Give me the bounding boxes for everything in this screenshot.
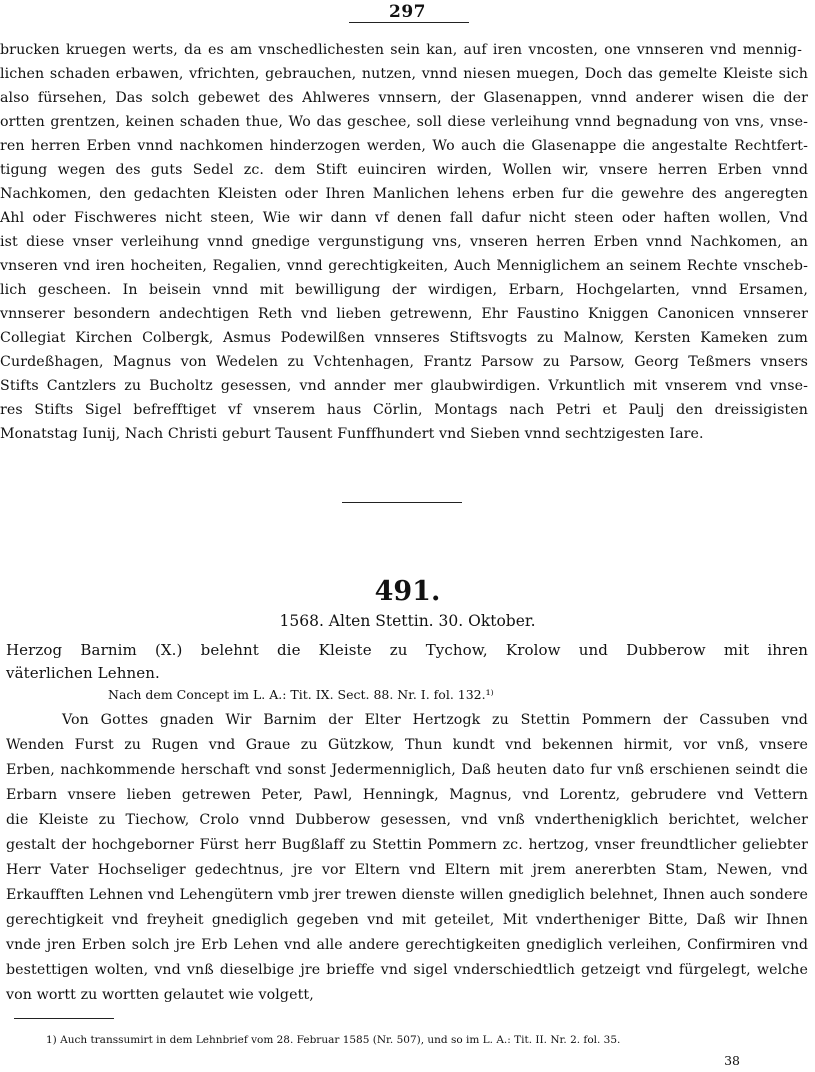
text-line: lich gescheen. In beisein vnnd mit bewilligung der wirdigen, Erbarn, Hochgelarten, vnnd Ersamen, <box>0 282 808 298</box>
text-line: vnseren vnd iren hocheiten, Regalien, vnnd gerechtigkeiten, Auch Menniglichem an seinem Rechte vnscheb- <box>0 258 808 274</box>
source-note: Nach dem Concept im L. A.: Tit. IX. Sect. 88. Nr. I. fol. 132.¹⁾ <box>108 687 494 702</box>
body-line: von wortt zu wortten gelautet wie volgett, <box>6 987 314 1003</box>
text-line: Nachkomen, den gedachten Kleisten oder Ihren Manlichen lehens erben fur die gewehre des angeregten <box>0 186 808 202</box>
text-line: Curdeßhagen, Magnus von Wedelen zu Vchtenhagen, Frantz Parsow zu Parsow, Georg Teßmers vnsers <box>0 354 808 370</box>
text-line: ortten grentzen, keinen schaden thue, Wo das geschee, soll diese verleihung vnnd begnadung von vns, vnse- <box>0 114 808 130</box>
body-line: Von Gottes gnaden Wir Barnim der Elter Hertzogk zu Stettin Pommern der Cassuben vnd <box>62 712 808 728</box>
text-line: Stifts Cantzlers zu Bucholtz gesessen, vnd annder mer glaubwirdigen. Vrkuntlich mit vnserem vnd vnse- <box>0 378 808 394</box>
section-divider <box>342 502 462 503</box>
text-line: Monatstag Iunij, Nach Christi geburt Tausent Funffhundert vnd Sieben vnnd sechtzigesten Iare. <box>0 426 704 442</box>
body-line: Wenden Furst zu Rugen vnd Graue zu Gützkow, Thun kundt vnd bekennen hirmit, vor vnß, vnsere <box>6 737 808 753</box>
body-line: gerechtigkeit vnd freyheit gnediglich gegeben vnd mit geteilet, Mit vndertheniger Bitte, Daß wir Ihnen <box>6 912 808 928</box>
body-line: Erben, nachkommende herschaft vnd sonst Jedermenniglich, Daß heuten dato fur vnß erschienen seindt die <box>6 762 808 778</box>
document-number: 491. <box>374 576 441 607</box>
body-line: bestettigen wolten, vnd vnß dieselbige jre brieffe vnd sigel vnderschiedtlich getzeigt vnd fürgelegt, welche <box>6 962 808 978</box>
signature-mark: 38 <box>724 1053 740 1068</box>
text-line: brucken kruegen werts, da es am vnschedlichesten sein kan, auf iren vncosten, one vnnseren vnd mennig- <box>0 42 802 58</box>
body-line: vnde jren Erben solch jre Erb Lehen vnd alle andere gerechtigkeiten gnediglich verleihen, Confirmiren vnd <box>6 937 808 953</box>
body-line: Erbarn vnsere lieben getrewen Peter, Pawl, Henningk, Magnus, vnd Lorentz, gebrudere vnd Vettern <box>6 787 808 803</box>
text-line: ist diese vnser verleihung vnnd gnedige vergunstigung vns, vnseren herren Erben vnnd Nachkomen, an <box>0 234 808 250</box>
document-date: 1568. Alten Stettin. 30. Oktober. <box>279 612 536 630</box>
header-rule <box>349 22 469 23</box>
body-line: gestalt der hochgeborner Fürst herr Bugßlaff zu Stettin Pommern zc. hertzog, vnser freundtlicher geliebter <box>6 837 808 853</box>
summary-line: väterlichen Lehnen. <box>6 664 160 682</box>
body-line: Erkaufften Lehnen vnd Lehengütern vmb jrer trewen dienste willen gnediglich belehnet, Ihnen auch sondere <box>6 887 808 903</box>
summary-line: Herzog Barnim (X.) belehnt die Kleiste zu Tychow, Krolow und Dubberow mit ihren <box>6 641 808 659</box>
text-line: Ahl oder Fischweres nicht steen, Wie wir dann vf denen fall dafur nicht steen oder haften wollen, Vnd <box>0 210 808 226</box>
text-line: ren herren Erben vnnd nachkomen hinderzogen werden, Wo auch die Glasenappe die angestalte Rechtfert- <box>0 138 808 154</box>
page-number: 297 <box>389 2 426 22</box>
body-line: Herr Vater Hochseliger gedechtnus, jre vor Eltern vnd Eltern mit jrem anererbten Stam, Newen, vnd <box>6 862 808 878</box>
text-line: tigung wegen des guts Sedel zc. dem Stift euinciren wirden, Wollen wir, vnsere herren Erben vnnd <box>0 162 808 178</box>
text-line: lichen schaden erbawen, vfrichten, gebrauchen, nutzen, vnnd niesen muegen, Doch das gemelte Kleiste sich <box>0 66 808 82</box>
footnote: 1) Auch transsumirt in dem Lehnbrief vom 28. Februar 1585 (Nr. 507), und so im L. A.: Tit. II. Nr. 2. fol. 35. <box>46 1034 621 1046</box>
footnote-rule <box>14 1018 114 1019</box>
text-line: res Stifts Sigel befrefftiget vf vnserem haus Cörlin, Montags nach Petri et Paulj den dreissigisten <box>0 402 808 418</box>
text-line: Collegiat Kirchen Colbergk, Asmus Podewilßen vnnseres Stiftsvogts zu Malnow, Kersten Kameken zum <box>0 330 808 346</box>
text-line: also fürsehen, Das solch gebewet des Ahlweres vnnsern, der Glasenappen, vnnd anderer wisen die der <box>0 90 808 106</box>
text-line: vnnserer besondern andechtigen Reth vnd lieben getrewenn, Ehr Faustino Kniggen Canonicen vnnserer <box>0 306 808 322</box>
body-line: die Kleiste zu Tiechow, Crolo vnnd Dubberow gesessen, vnd vnß vnderthenigklich berichtet, welcher <box>6 812 808 828</box>
